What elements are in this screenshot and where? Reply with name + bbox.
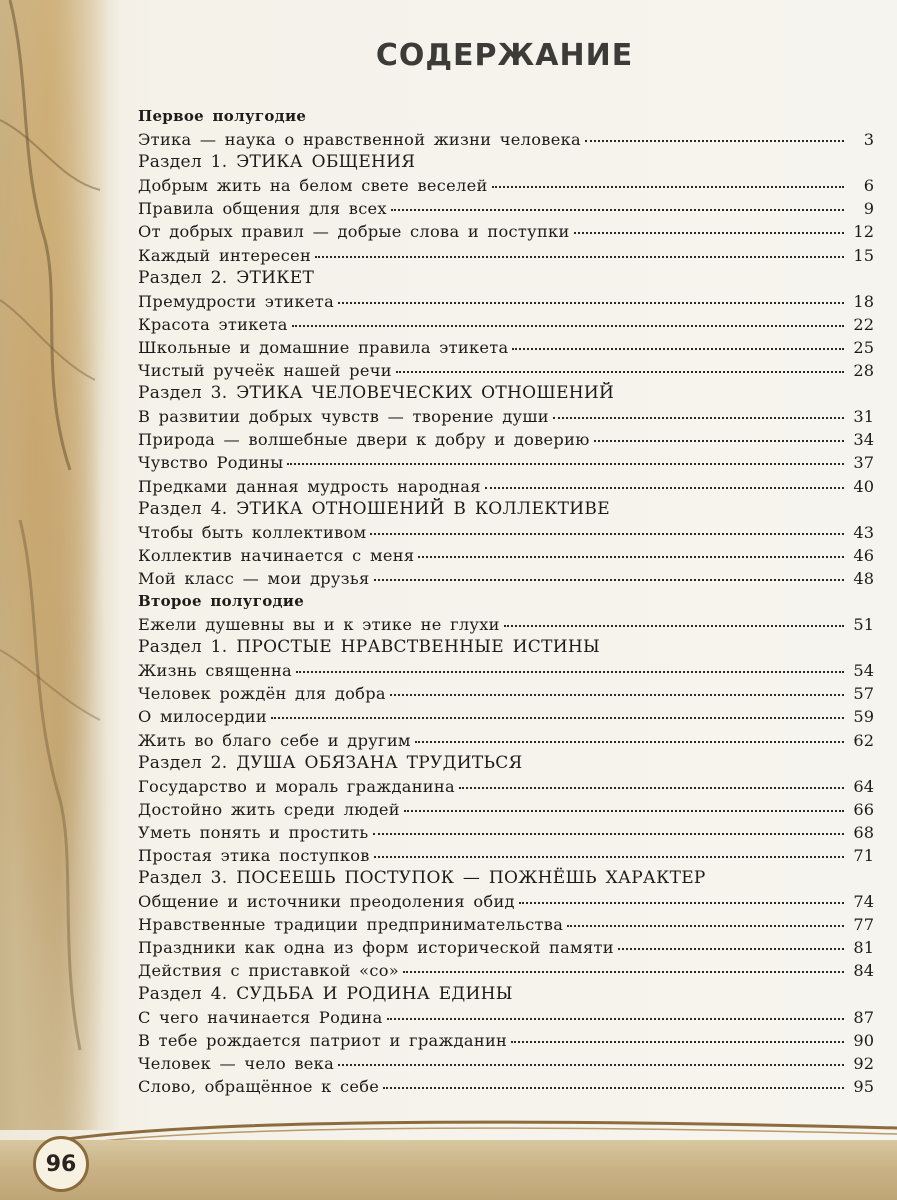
toc-label: Мой класс — мои друзья: [138, 568, 370, 588]
toc-label: Раздел 2. ЭТИКЕТ: [138, 267, 315, 288]
bottom-decorative-band: [0, 1140, 897, 1200]
toc-entry: [138, 913, 874, 936]
toc-page-number: 90: [853, 1030, 874, 1050]
dot-leader: [315, 256, 844, 258]
toc-entry: [138, 1006, 874, 1029]
toc-entry: [138, 197, 874, 220]
toc-label: Природа — волшебные двери к добру и доверию: [138, 430, 590, 450]
table-of-contents: [138, 105, 874, 1098]
toc-label: Чтобы быть коллективом: [138, 522, 367, 542]
toc-page-number: 22: [853, 314, 874, 334]
toc-label: Раздел 3. ЭТИКА ЧЕЛОВЕЧЕСКИХ ОТНОШЕНИЙ: [138, 383, 615, 404]
toc-label: Ежели душевны вы и к этике не глухи: [138, 615, 500, 635]
toc-entry: [138, 798, 874, 821]
toc-entry: [138, 336, 874, 359]
toc-label: Красота этикета: [138, 314, 288, 334]
toc-section-heading: [138, 267, 874, 290]
tree-branches-icon: [0, 0, 120, 1130]
toc-label: Слово, обращённое к себе: [138, 1076, 380, 1096]
toc-entry: [138, 890, 874, 913]
toc-page-number: 74: [853, 892, 874, 912]
toc-page-number: 84: [853, 961, 874, 981]
toc-page-number: 64: [853, 776, 874, 796]
dot-leader: [370, 533, 844, 535]
dot-leader: [338, 302, 844, 304]
dot-leader: [585, 140, 844, 142]
toc-label: С чего начинается Родина: [138, 1007, 383, 1027]
toc-page-number: 48: [853, 568, 874, 588]
toc-label: О милосердии: [138, 707, 267, 727]
toc-entry: [138, 359, 874, 382]
toc-entry: [138, 729, 874, 752]
dot-leader: [404, 810, 844, 812]
toc-entry: [138, 613, 874, 636]
dot-leader: [492, 186, 844, 188]
toc-entry: [138, 1075, 874, 1098]
dot-leader: [519, 902, 844, 904]
toc-entry: [138, 244, 874, 267]
toc-page-number: 68: [853, 822, 874, 842]
autumn-tree-illustration: [0, 0, 120, 1130]
toc-label: От добрых правил — добрые слова и поступки: [138, 222, 570, 242]
toc-page-number: 28: [853, 361, 874, 381]
toc-page-number: 31: [853, 407, 874, 427]
toc-entry: [138, 936, 874, 959]
toc-page-number: 46: [853, 545, 874, 565]
dot-leader: [504, 625, 844, 627]
toc-label: Раздел 1. ПРОСТЫЕ НРАВСТВЕННЫЕ ИСТИНЫ: [138, 637, 601, 658]
toc-section-heading: [138, 636, 874, 659]
toc-label: Первое полугодие: [138, 107, 307, 125]
toc-page-number: 62: [853, 730, 874, 750]
toc-label: Раздел 2. ДУША ОБЯЗАНА ТРУДИТЬСЯ: [138, 752, 523, 773]
toc-page-number: 59: [853, 707, 874, 727]
toc-page-number: 25: [853, 337, 874, 357]
toc-page-number: 57: [853, 684, 874, 704]
dot-leader: [374, 579, 845, 581]
toc-entry: [138, 775, 874, 798]
dot-leader: [271, 717, 844, 719]
toc-page-number: 6: [863, 176, 874, 196]
toc-page-number: 54: [853, 661, 874, 681]
toc-label: Общение и источники преодоления обид: [138, 892, 515, 912]
toc-page-number: 43: [853, 522, 874, 542]
toc-label: Человек рождён для добра: [138, 684, 386, 704]
dot-leader: [396, 371, 844, 373]
toc-entry: [138, 544, 874, 567]
toc-label: Коллектив начинается с меня: [138, 545, 415, 565]
toc-page-number: 37: [853, 453, 874, 473]
toc-entry: [138, 475, 874, 498]
toc-label: Жить во благо себе и другим: [138, 730, 411, 750]
toc-label: Каждый интересен: [138, 245, 312, 265]
toc-entry: [138, 821, 874, 844]
toc-page-number: 18: [853, 291, 874, 311]
dot-leader: [512, 348, 844, 350]
toc-page-number: 66: [853, 799, 874, 819]
dot-leader: [553, 417, 844, 419]
dot-leader: [383, 1087, 844, 1089]
toc-label: Государство и мораль гражданина: [138, 776, 455, 796]
toc-entry: [138, 313, 874, 336]
dot-leader: [391, 209, 844, 211]
toc-section-heading: [138, 382, 874, 405]
toc-label: Чувство Родины: [138, 453, 284, 473]
toc-page-number: 95: [853, 1076, 874, 1096]
toc-label: В тебе рождается патриот и гражданин: [138, 1030, 508, 1050]
toc-page-number: 77: [853, 915, 874, 935]
dot-leader: [296, 671, 844, 673]
toc-entry: [138, 659, 874, 682]
dot-leader: [287, 463, 844, 465]
toc-entry: [138, 1029, 874, 1052]
toc-page-number: 15: [853, 245, 874, 265]
page-number: 96: [33, 1136, 89, 1192]
dot-leader: [403, 971, 844, 973]
toc-entry: [138, 174, 874, 197]
toc-page-number: 81: [853, 938, 874, 958]
toc-section-heading: [138, 498, 874, 521]
page-title: СОДЕРЖАНИЕ: [375, 38, 634, 73]
dot-leader: [567, 925, 844, 927]
toc-page-number: 3: [863, 130, 874, 150]
dot-leader: [485, 487, 844, 489]
toc-entry: [138, 405, 874, 428]
dot-leader: [459, 787, 844, 789]
toc-label: Нравственные традиции предпринимательства: [138, 915, 564, 935]
dot-leader: [338, 1064, 844, 1066]
toc-section-heading: [138, 867, 874, 890]
toc-label: Чистый ручеёк нашей речи: [138, 361, 392, 381]
toc-label: Праздники как одна из форм исторической памяти: [138, 938, 614, 958]
toc-entry: [138, 451, 874, 474]
toc-entry: [138, 705, 874, 728]
toc-label: Человек — чело века: [138, 1053, 335, 1073]
toc-page-number: 92: [853, 1053, 874, 1073]
toc-label: Добрым жить на белом свете веселей: [138, 176, 488, 196]
dot-leader: [390, 694, 844, 696]
toc-entry: [138, 428, 874, 451]
dot-leader: [415, 741, 844, 743]
toc-entry: [138, 959, 874, 982]
dot-leader: [511, 1041, 844, 1043]
toc-entry: [138, 1052, 874, 1075]
toc-page-number: 40: [853, 476, 874, 496]
toc-label: Действия с приставкой «со»: [138, 961, 399, 981]
toc-page-number: 51: [853, 615, 874, 635]
toc-label: Раздел 4. ЭТИКА ОТНОШЕНИЙ В КОЛЛЕКТИВЕ: [138, 498, 610, 519]
toc-page-number: 71: [853, 846, 874, 865]
toc-section-heading: [138, 151, 874, 174]
toc-page-number: 87: [853, 1007, 874, 1027]
toc-entry: [138, 567, 874, 590]
toc-page-number: 9: [863, 199, 874, 219]
toc-label: Раздел 4. СУДЬБА И РОДИНА ЕДИНЫ: [138, 983, 513, 1004]
toc-label: Премудрости этикета: [138, 291, 335, 311]
toc-label: Уметь понять и простить: [138, 822, 369, 842]
toc-entry: [138, 682, 874, 705]
toc-label: Этика — наука о нравственной жизни человека: [138, 130, 581, 150]
toc-section-heading: [138, 983, 874, 1006]
dot-leader: [574, 232, 844, 234]
toc-entry: [138, 128, 874, 151]
dot-leader: [373, 833, 844, 835]
dot-leader: [374, 856, 844, 858]
toc-entry: [138, 290, 874, 313]
toc-label: Достойно жить среди людей: [138, 799, 400, 819]
dot-leader: [594, 440, 844, 442]
toc-label: Второе полугодие: [138, 591, 305, 610]
toc-label: Простая этика поступков: [138, 846, 370, 865]
dot-leader: [292, 325, 844, 327]
toc-half-year-heading: [138, 105, 874, 128]
toc-entry: [138, 521, 874, 544]
toc-page-number: 34: [853, 430, 874, 450]
toc-label: В развитии добрых чувств — творение души: [138, 407, 549, 427]
toc-entry: [138, 844, 874, 867]
toc-label: Школьные и домашние правила этикета: [138, 337, 509, 357]
toc-page-number: 12: [853, 222, 874, 242]
toc-label: Раздел 1. ЭТИКА ОБЩЕНИЯ: [138, 152, 416, 173]
toc-half-year-heading: [138, 590, 874, 613]
toc-section-heading: [138, 752, 874, 775]
dot-leader: [387, 1018, 844, 1020]
toc-label: Жизнь священна: [138, 661, 293, 681]
dot-leader: [418, 556, 844, 558]
toc-label: Правила общения для всех: [138, 199, 387, 219]
toc-label: Предками данная мудрость народная: [138, 476, 481, 496]
toc-label: Раздел 3. ПОСЕЕШЬ ПОСТУПОК — ПОЖНЁШЬ ХАРАКТЕР: [138, 868, 706, 889]
toc-entry: [138, 220, 874, 243]
dot-leader: [618, 948, 844, 950]
